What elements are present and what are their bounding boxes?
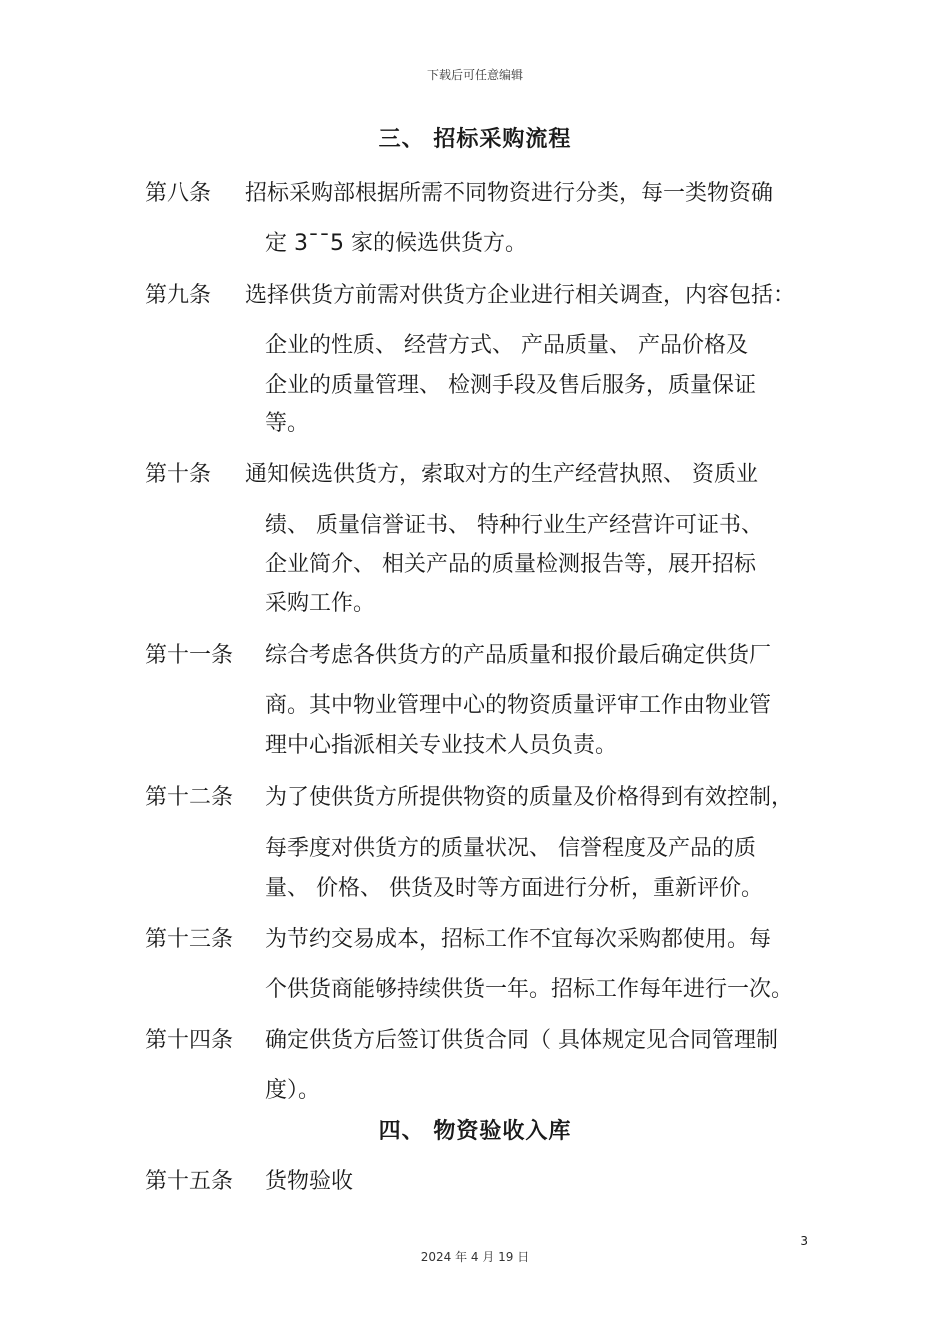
article-line: 定 3¯¯5 家的候选供货方。 [265,231,527,256]
article-line: 为节约交易成本，招标工作不宜每次采购都使用。每 [265,927,772,952]
article-label: 第十一条 [145,643,234,668]
article-line: 企业的性质、 经营方式、 产品质量、 产品价格及 [265,333,748,358]
article-label: 第八条 [145,181,212,206]
page-footer-date: 2024 年 4 月 19 日 [420,1250,530,1264]
section-title-material-acceptance: 四、 物资验收入库 [378,1119,572,1144]
article-line: 理中心指派相关专业技术人员负责。 [265,733,618,758]
article-line: 企业的质量管理、 检测手段及售后服务，质量保证 [265,373,756,398]
article-label: 第九条 [145,283,212,308]
article-label: 第十条 [145,462,212,487]
article-label: 第十四条 [145,1028,234,1053]
article-line: 通知候选供货方，索取对方的生产经营执照、 资质业 [245,462,758,487]
page-number: 3 [800,1234,808,1248]
article-10 [145,457,825,617]
article-line: 确定供货方后签订供货合同（ 具体规定见合同管理制 [265,1028,778,1053]
article-line: 企业简介、 相关产品的质量检测报告等，展开招标 [265,552,756,577]
article-13 [145,922,825,1002]
article-line: 商。其中物业管理中心的物资质量评审工作由物业管 [265,693,772,718]
article-line: 度）。 [265,1078,321,1103]
article-11 [145,638,825,758]
article-line: 招标采购部根据所需不同物资进行分类，每一类物资确 [245,181,774,206]
article-line: 量、 价格、 供货及时等方面进行分析，重新评价。 [265,876,763,901]
article-label: 第十二条 [145,785,234,810]
article-line: 为了使供货方所提供物资的质量及价格得到有效控制， [265,785,794,810]
article-9 [145,278,825,438]
article-line: 绩、 质量信誉证书、 特种行业生产经营许可证书、 [265,513,763,538]
page-header: 下载后可任意编辑 [426,68,523,82]
article-line: 采购工作。 [265,591,376,616]
article-14 [145,1023,825,1103]
article-line: 货物验收 [265,1169,354,1194]
article-12 [145,780,825,900]
article-8 [145,176,825,266]
article-line: 个供货商能够持续供货一年。招标工作每年进行一次。 [265,977,794,1002]
article-label: 第十五条 [145,1169,234,1194]
article-line: 等。 [265,411,310,436]
article-line: 选择供货方前需对供货方企业进行相关调查，内容包括： [245,283,796,308]
article-line: 综合考虑各供货方的产品质量和报价最后确定供货厂 [265,643,772,668]
article-15 [145,1164,825,1196]
article-line: 每季度对供货方的质量状况、 信誉程度及产品的质 [265,836,756,861]
article-label: 第十三条 [145,927,234,952]
section-title-procurement-process: 三、 招标采购流程 [378,127,572,152]
